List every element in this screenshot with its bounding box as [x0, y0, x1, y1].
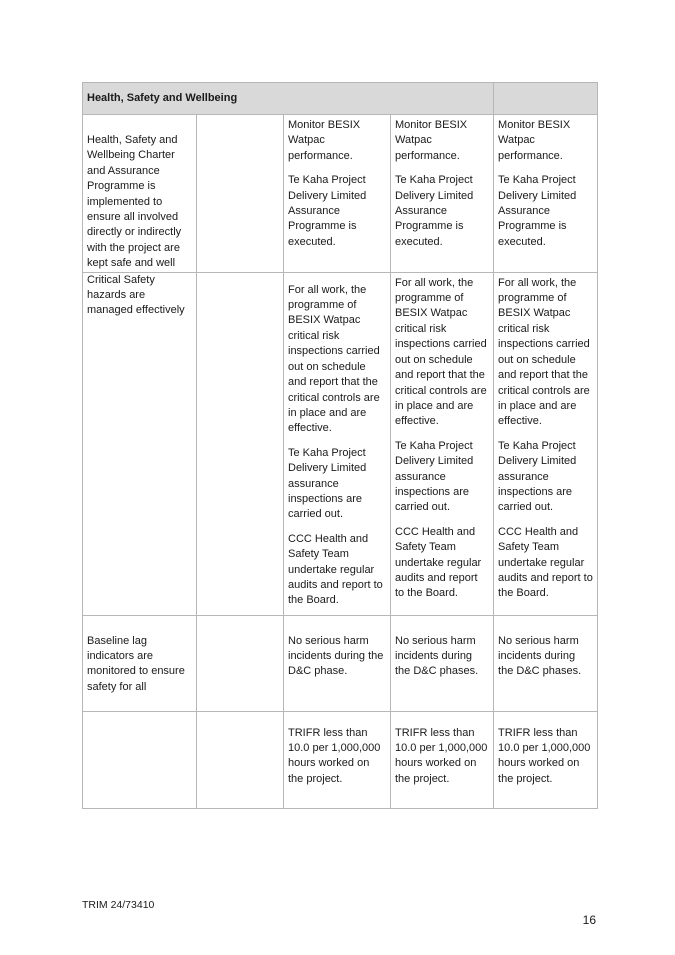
measure-cell [197, 272, 284, 615]
header-empty-cell [494, 83, 598, 115]
target-paragraph: CCC Health and Safety Team undertake regular audits and report to the Board. [288, 532, 383, 607]
target-paragraph: No serious harm incidents during the D&C phase. [288, 634, 384, 678]
target-cell [494, 272, 598, 615]
target-cell [284, 711, 391, 808]
table-header-row [83, 83, 598, 115]
table-row [83, 615, 598, 711]
target-paragraph: For all work, the programme of BESIX Watpac critical risk inspections carried out on schedule and report that the critical controls are in place and are effective. [498, 276, 590, 428]
target-cell [494, 115, 598, 273]
target-paragraph: Te Kaha Project Delivery Limited Assurance Programme is executed. [498, 174, 577, 248]
target-cell [494, 711, 598, 808]
target-paragraph: Monitor BESIX Watpac performance. [395, 119, 468, 162]
target-cell [284, 272, 391, 615]
target-paragraph: Te Kaha Project Delivery Limited assurance inspections are carried out. [498, 439, 577, 514]
target-cell [284, 115, 391, 273]
section-title: Health, Safety and Wellbeing [87, 91, 238, 104]
target-paragraph: Te Kaha Project Delivery Limited assurance inspections are carried out. [288, 446, 367, 521]
objective-cell [83, 615, 197, 711]
target-paragraph: No serious harm incidents during the D&C phases. [395, 634, 479, 678]
target-paragraph: Monitor BESIX Watpac performance. [498, 119, 571, 162]
objective-text: Health, Safety and Wellbeing Charter and Assurance Programme is implemented to ensure all involved directly or indirectly with the project are kept safe and well [87, 134, 182, 270]
table-row [83, 711, 598, 808]
target-paragraph: For all work, the programme of BESIX Watpac critical risk inspections carried out on schedule and report that the critical controls are in place and are effective. [395, 276, 487, 428]
target-paragraph: Te Kaha Project Delivery Limited Assurance Programme is executed. [395, 174, 474, 248]
target-cell [391, 711, 494, 808]
target-paragraph: CCC Health and Safety Team undertake regular audits and report to the Board. [395, 525, 482, 600]
page-number: 16 [582, 913, 596, 927]
target-cell [391, 272, 494, 615]
objective-cell [83, 272, 197, 615]
target-paragraph: Monitor BESIX Watpac performance. [288, 119, 361, 162]
target-paragraph: TRIFR less than 10.0 per 1,000,000 hours worked on the project. [395, 726, 488, 785]
objective-cell [83, 115, 197, 273]
target-paragraph: No serious harm incidents during the D&C phases. [498, 634, 582, 678]
target-cell [391, 615, 494, 711]
objective-text: Critical Safety hazards are managed effectively [87, 273, 185, 317]
target-cell [494, 615, 598, 711]
target-cell [391, 115, 494, 273]
target-cell [284, 615, 391, 711]
target-paragraph: For all work, the programme of BESIX Watpac critical risk inspections carried out on schedule and report that the critical controls are in place and are effective. [288, 283, 380, 435]
target-paragraph: TRIFR less than 10.0 per 1,000,000 hours worked on the project. [288, 726, 381, 785]
objective-text: Baseline lag indicators are monitored to ensure safety for all [87, 634, 185, 693]
target-paragraph: CCC Health and Safety Team undertake regular audits and report to the Board. [498, 525, 593, 600]
target-paragraph: Te Kaha Project Delivery Limited assurance inspections are carried out. [395, 439, 474, 514]
table-row [83, 272, 598, 615]
objective-cell [83, 711, 197, 808]
measure-cell [197, 711, 284, 808]
target-paragraph: TRIFR less than 10.0 per 1,000,000 hours worked on the project. [498, 726, 591, 785]
table-row [83, 115, 598, 273]
measure-cell [197, 615, 284, 711]
measure-cell [197, 115, 284, 273]
health-safety-table [82, 82, 598, 809]
target-paragraph: Te Kaha Project Delivery Limited Assurance Programme is executed. [288, 174, 367, 248]
section-title-cell [83, 83, 494, 115]
trim-reference: TRIM 24/73410 [82, 899, 155, 911]
